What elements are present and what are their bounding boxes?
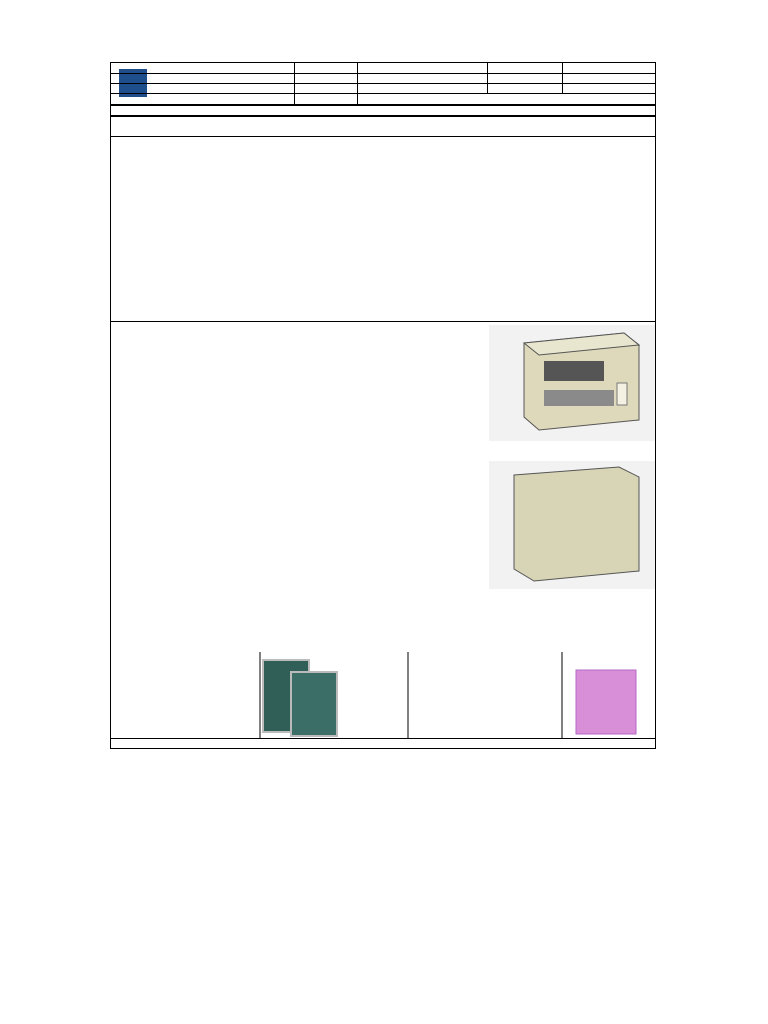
project-label [294,94,357,104]
header-row [111,84,655,94]
title-row [111,116,655,137]
application-label [294,84,357,93]
damper-opening [544,361,604,381]
detail-title-row [111,300,655,322]
design-date-value [562,63,655,73]
mixing-box-image [489,325,655,441]
front-damper [544,390,614,406]
version-value [562,84,655,93]
filter-chart-strip [111,652,657,738]
header-row [111,94,655,105]
filter-frame [514,467,639,581]
footer-row [111,738,655,750]
unit-model-label [294,74,357,83]
flat-filter-panel [291,672,337,736]
version-label [487,84,562,93]
unit-model-value [357,74,487,83]
access-door [617,383,627,405]
application-value [357,84,487,93]
spacer-row [111,105,655,116]
composite-filter-image [489,461,655,589]
unit-no-value [357,63,487,73]
header-row [111,63,655,74]
design-engineer-label [487,74,562,83]
design-date-label [487,63,562,73]
project-value [357,94,655,104]
unit-no-label [294,63,357,73]
design-engineer-value [562,74,655,83]
bag-filter-image [576,670,636,734]
parameter-sheet [110,62,656,749]
header-row [111,74,655,84]
